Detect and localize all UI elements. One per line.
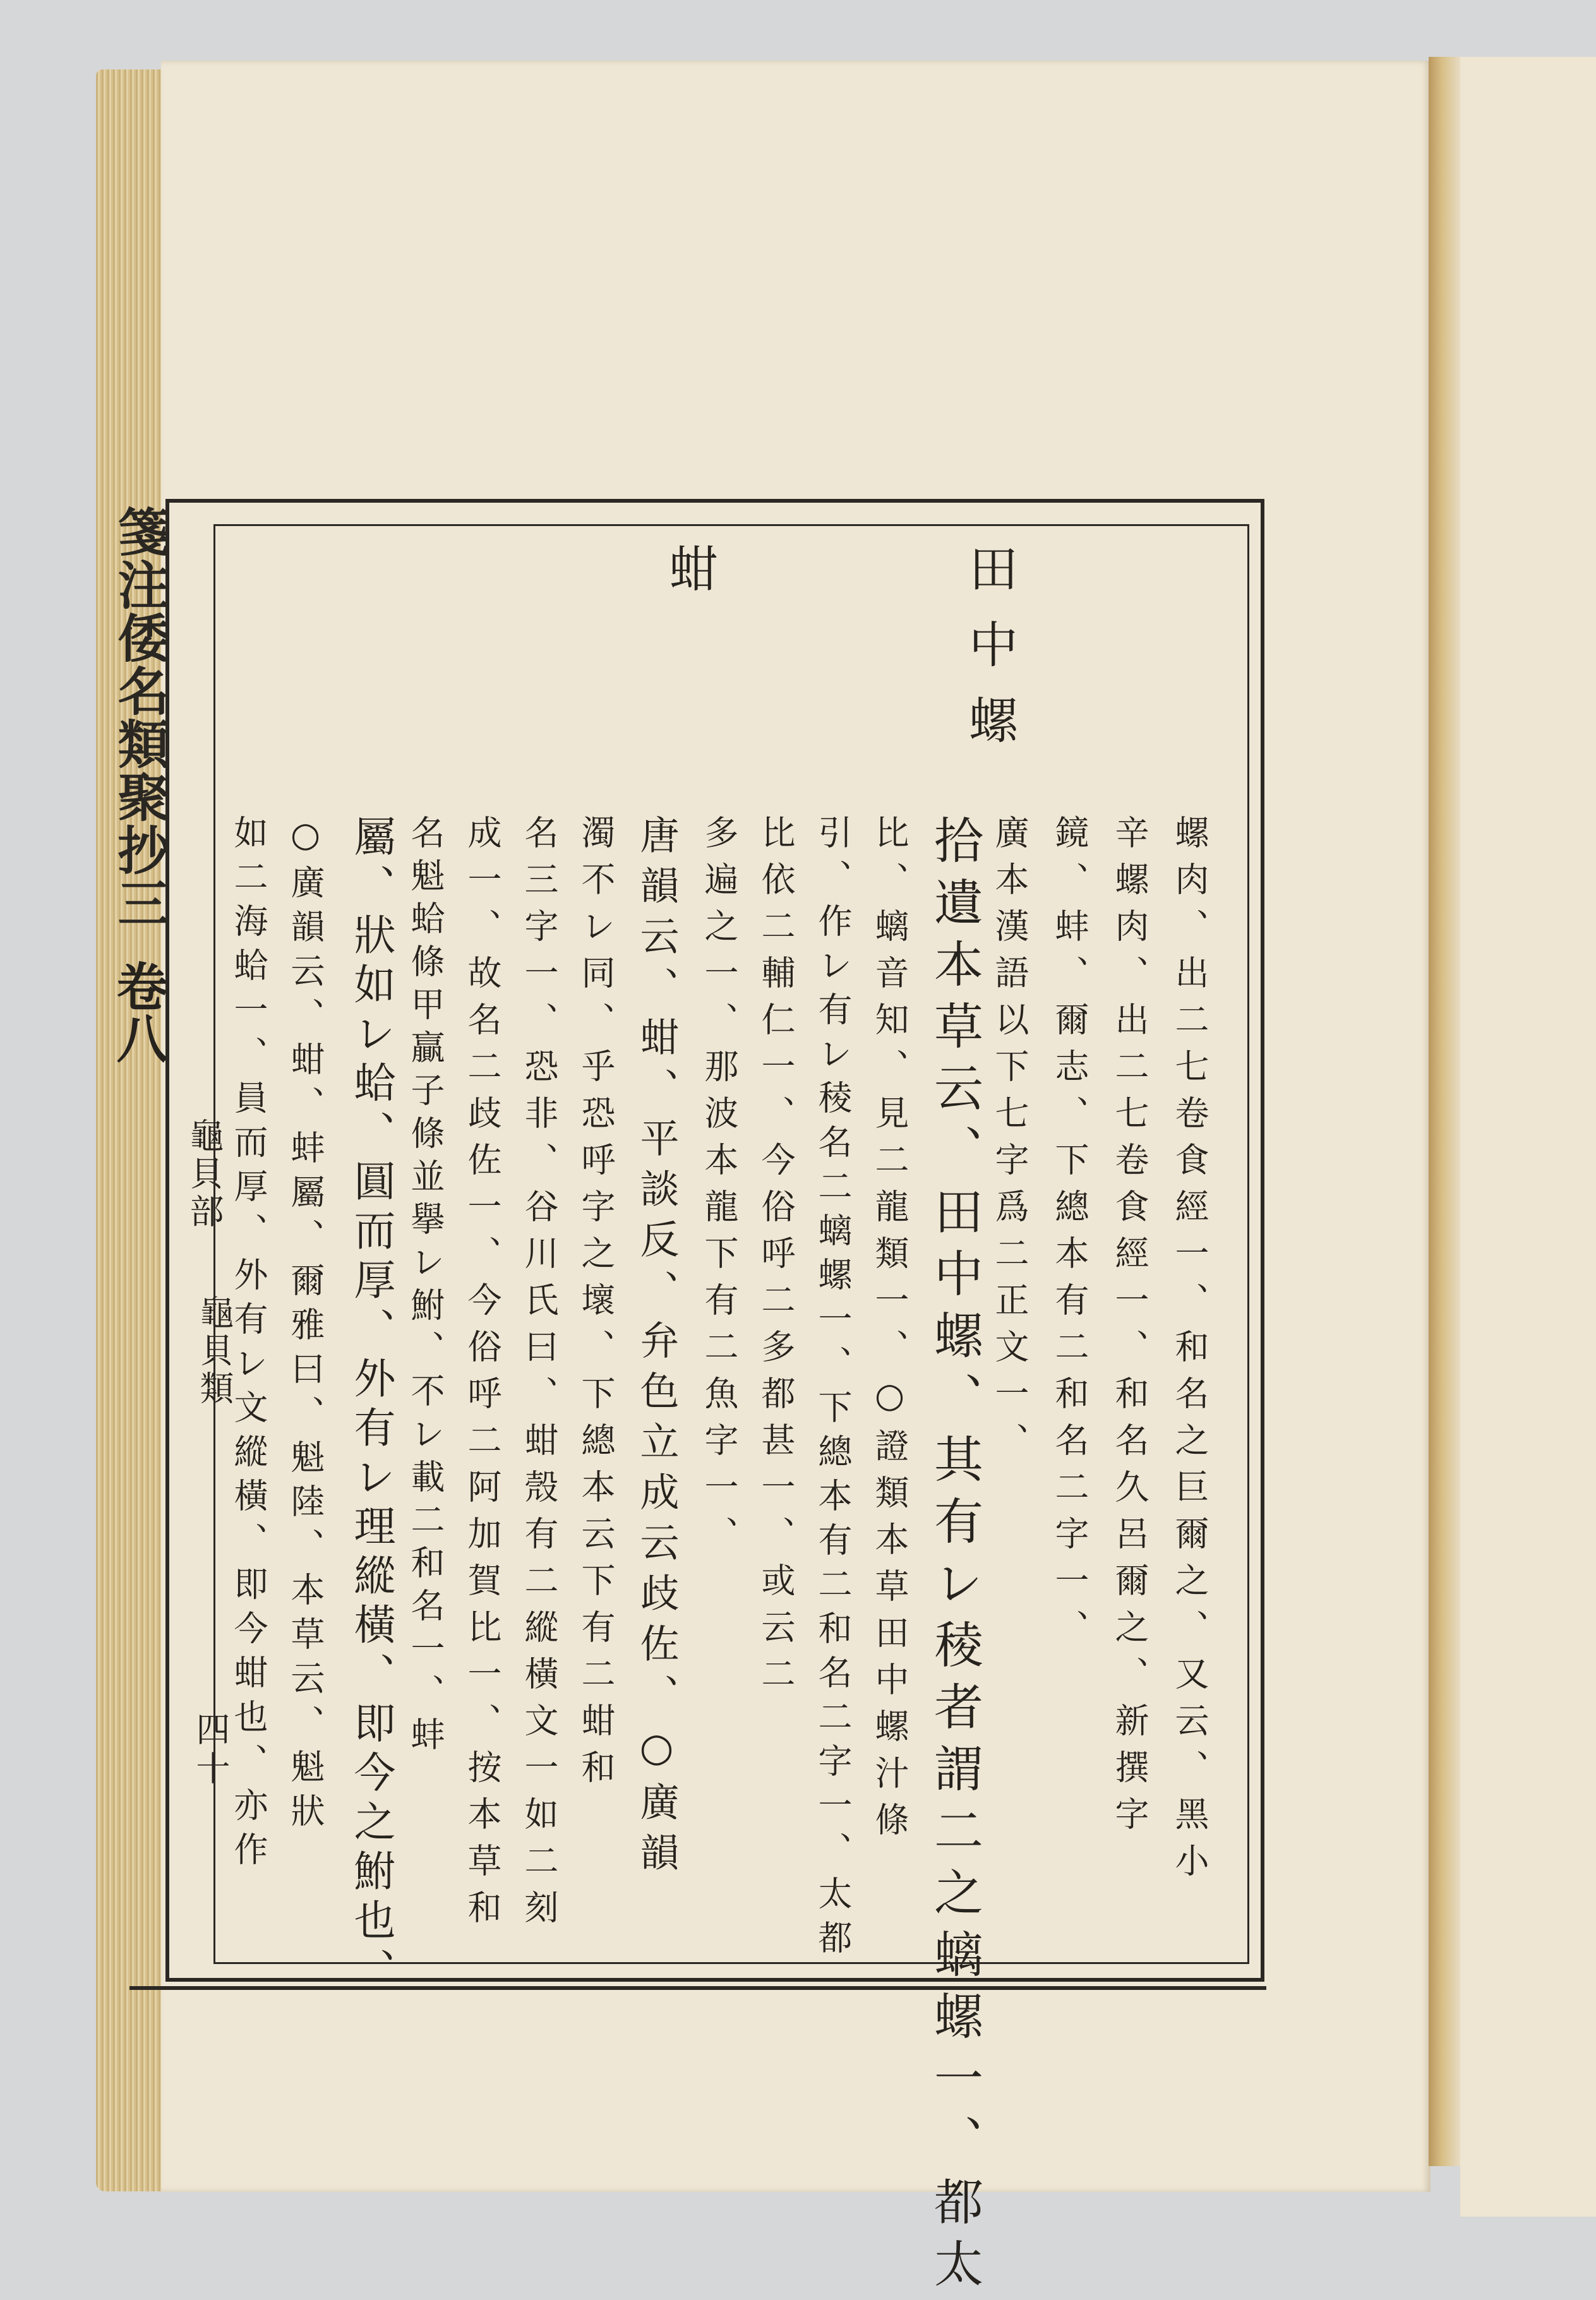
text-column: 鏡、蚌、爾志、下總本有二和名二字一、 — [1050, 815, 1089, 1656]
text-column: 名魁蛤條甲贏子條並擧レ鮒、不レ載二和名一、蚌 — [405, 815, 445, 1759]
text-column: 辛螺肉、出二七卷食經一、和名久呂爾之、新撰字 — [1110, 815, 1149, 1843]
frame-bottom-rule — [129, 1986, 1266, 1990]
text-column: 比依二輔仁一、今俗呼二多都甚一、或云二 — [756, 815, 796, 1703]
page-number: 四十 — [191, 1711, 231, 1790]
text-column: 拾遺本草云、田中螺、其有レ稜者謂二之螭螺一、都太 — [926, 815, 983, 2300]
text-column: 如二海蛤一、員而厚、外有レ文縱橫、即今蚶也、亦作 — [229, 815, 268, 1876]
headword-kisa: 蚶 — [661, 543, 717, 619]
text-column: 成一、故名二歧佐一、今俗呼二阿加賀比一、按本草和 — [462, 815, 502, 1936]
text-column: 濁不レ同、乎恐呼字之壞、下總本云下有二蚶和 — [576, 815, 616, 1796]
spine-title: 箋注倭名類聚抄三 — [109, 505, 170, 930]
text-column: 名三字一、恐非、谷川氏曰、蚶殼有二縱橫文一如二刻 — [519, 815, 559, 1936]
text-column: 廣本漢語以下七字爲二正文一、 — [990, 815, 1029, 1469]
headword-tanaka-tsubu: 田中螺 — [961, 543, 1017, 770]
subsection-label: 龜貝類 — [195, 1295, 234, 1408]
text-column: 引、作レ有レ稜名二螭螺一、下總本有二和名二字一、太都 — [813, 815, 853, 1964]
spine-volume: 卷八 — [108, 960, 169, 1063]
text-column: 屬、狀如レ蛤、圓而厚、外有レ理縱橫、即今之鮒也、 — [347, 815, 395, 1997]
text-column: 唐韻云、蚶、平談反、弁色立成云歧佐、○廣韻 — [633, 815, 680, 1883]
facing-page — [1460, 57, 1596, 2217]
text-column: 比、螭音知、見二龍類一、○證類本草田中螺汁條 — [870, 815, 909, 1848]
binding-gutter — [1429, 57, 1460, 2166]
text-column: 多遍之一、那波本龍下有二魚字一、 — [699, 815, 739, 1562]
text-column: 螺肉、出二七卷食經一、和名之巨爾之、又云、黑小 — [1170, 815, 1209, 1890]
section-name: 龜貝部 — [184, 1118, 224, 1231]
text-column: ○廣韻云、蚶、蚌屬、爾雅曰、魁陸、本草云、魁狀 — [285, 815, 325, 1837]
